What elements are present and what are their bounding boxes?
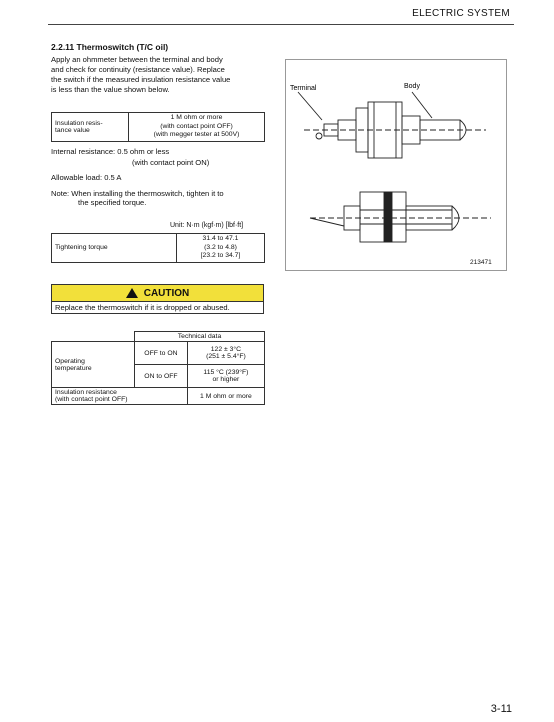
section-title: 2.2.11 Thermoswitch (T/C oil): [51, 42, 169, 52]
allowable-load: Allowable load: 0.5 A: [51, 173, 122, 182]
internal-resistance: Internal resistance: 0.5 ohm or less: [51, 147, 170, 156]
insulation-res-label: Insulation resistance (with contact point OFF): [52, 388, 188, 405]
torque-unit: Unit: N·m (kgf·m) [lbf·ft]: [170, 222, 244, 229]
insulation-label: Insulation resis- tance value: [52, 113, 129, 142]
thermoswitch-figure: [285, 59, 507, 271]
intro-line: and check for continuity (resistance value). Replace: [51, 65, 225, 74]
torque-label: Tightening torque: [52, 234, 177, 263]
torque-table: [51, 233, 265, 263]
caution-text: Replace the thermoswitch if it is dropped or abused.: [51, 302, 264, 314]
caution-banner: [51, 284, 264, 302]
operating-temp-label: Operating temperature: [52, 342, 135, 388]
page-number: 3-11: [490, 703, 512, 715]
tech-header: Technical data: [135, 332, 265, 342]
intro-line: the switch if the measured insulation resistance value: [51, 75, 231, 84]
off-to-on-value: 122 ± 3°C (251 ± 5.4°F): [187, 342, 264, 365]
insulation-table: [51, 112, 265, 142]
on-to-off-value: 115 °C (239°F) or higher: [187, 365, 264, 388]
internal-resistance-note: (with contact point ON): [132, 158, 210, 167]
caution-title: CAUTION: [143, 287, 190, 299]
technical-data-table: [51, 331, 265, 405]
thermoswitch-drawing: [286, 60, 506, 270]
insulation-value: 1 M ohm or more (with contact point OFF) (with megger tester at 500V): [129, 113, 265, 142]
header-rule: [48, 24, 514, 25]
insulation-res-value: 1 M ohm or more: [187, 388, 264, 405]
torque-value: 31.4 to 47.1 (3.2 to 4.8) [23.2 to 34.7]: [177, 234, 265, 263]
intro-line: Apply an ohmmeter between the terminal and body: [51, 55, 223, 64]
figure-number: 213471: [470, 259, 492, 266]
install-note: Note: When installing the thermoswitch, tighten it to the specified torque.: [51, 189, 224, 207]
on-to-off-label: ON to OFF: [135, 365, 188, 388]
warning-icon: [126, 288, 138, 298]
intro-paragraph: [51, 55, 271, 95]
terminal-label: Terminal: [290, 85, 317, 92]
off-to-on-label: OFF to ON: [135, 342, 188, 365]
section-header: ELECTRIC SYSTEM: [412, 8, 510, 19]
body-label: Body: [404, 83, 420, 90]
intro-line: is less than the value shown below.: [51, 85, 170, 94]
